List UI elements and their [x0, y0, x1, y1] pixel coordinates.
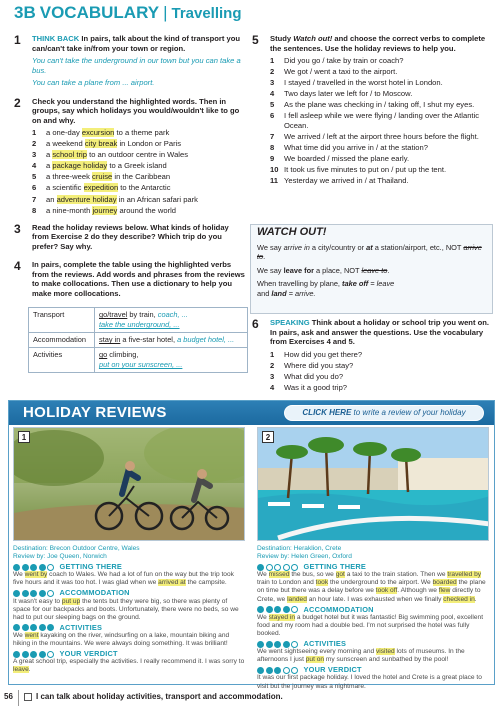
- exercise-instruction: Read the holiday reviews below. What kinds of holiday from Exercise 2 do they describe? Which trip do you prefer? Say why.: [32, 222, 229, 251]
- list-item: [270, 89, 495, 99]
- rating-dot-icon: [22, 624, 29, 631]
- list-item: [32, 183, 246, 193]
- collocation-example: coach, ...: [157, 310, 188, 320]
- rating-dot-icon: [266, 667, 273, 674]
- collocation-rest: climbing,: [107, 350, 139, 360]
- review-text: directly to Crete, we: [257, 587, 481, 603]
- exercise-number: 5: [252, 33, 259, 47]
- rating-dot-icon: [30, 651, 37, 658]
- rating-dot-icon: [283, 564, 290, 571]
- rating-dot-icon: [266, 564, 273, 571]
- click-here-label: CLICK HERE: [302, 408, 352, 417]
- rating-dot-icon: [274, 564, 281, 571]
- item-text: [46, 139, 181, 149]
- item-text-post: to an outdoor centre in Wales: [86, 150, 188, 160]
- highlighted-verb: leave: [13, 666, 29, 674]
- rating-dot-icon: [13, 651, 20, 658]
- exercise-instruction: Check you understand the highlighted words. Then in groups, say which holidays you would/wouldn't like to go on and why.: [32, 96, 240, 125]
- item-number: 1: [32, 128, 37, 137]
- right-column: [252, 34, 495, 194]
- item-text: [46, 150, 188, 160]
- footer-divider: [18, 690, 19, 706]
- item-text-post: to the Antarctic: [118, 183, 171, 193]
- item-number: 4: [32, 161, 37, 171]
- highlighted-word: school trip: [52, 150, 87, 160]
- watch-out-rule: We say leave for a place, NOT leave to.: [257, 265, 390, 275]
- highlighted-verb: checked in: [443, 595, 475, 603]
- item-text: I fell asleep while we were flying / landing over the Atlantic Ocean.: [284, 111, 480, 130]
- speaking-label: SPEAKING: [270, 318, 310, 327]
- list-item: [32, 139, 246, 149]
- collocation-rest: by train,: [127, 310, 158, 320]
- page-footer: [0, 690, 503, 706]
- exercise-number: 4: [14, 259, 21, 274]
- list-item: [270, 154, 495, 164]
- review-text: the campsite.: [185, 579, 227, 587]
- rating-dot-icon: [30, 624, 37, 631]
- review-text: We: [13, 571, 25, 579]
- review-text: It was our first package holiday. I loved the hotel and Crete is a great place to visit but the journey was a nightmare.: [257, 674, 482, 690]
- section-title: VOCABULARY: [39, 3, 160, 22]
- section-heading: YOUR VERDICT: [59, 649, 118, 659]
- review-text: a budget hotel but it was fantastic! Big swimming pool, excellent food and my room had a double bed. I'm not surprised the hotel was fully booked.: [257, 613, 484, 637]
- exercise-number: 2: [14, 95, 21, 110]
- watch-out-title: WATCH OUT!: [257, 226, 327, 238]
- rating-dot-icon: [47, 651, 54, 658]
- rating-dot-icon: [274, 641, 281, 648]
- rating-dot-icon: [266, 641, 273, 648]
- review-paragraph: [13, 658, 245, 674]
- table-row-label: Transport: [29, 308, 95, 333]
- item-number: 7: [32, 194, 37, 204]
- review-text: . Although we: [397, 587, 439, 595]
- exercise-instruction: In pairs, complete the table using the highlighted verbs from the reviews. Add words and phrases from the reviews to make collocations. Then use a dictionary to help you make more collocations.: [32, 260, 245, 298]
- item-text: [46, 206, 176, 216]
- rating-heading: [13, 563, 245, 571]
- rating-dot-icon: [39, 564, 46, 571]
- reviews-title: HOLIDAY REVIEWS: [23, 404, 167, 421]
- holiday-reviews-panel: [8, 400, 495, 690]
- highlighted-verb: missed: [268, 571, 290, 579]
- can-do-statement: I can talk about holiday activities, transport and accommodation.: [36, 692, 283, 701]
- item-number: 4: [270, 382, 275, 392]
- item-number: 10: [270, 165, 279, 175]
- rating-dot-icon: [39, 624, 46, 631]
- highlighted-verb: flew: [438, 587, 451, 595]
- highlighted-verb: arrived at: [158, 579, 186, 587]
- list-item: [32, 128, 246, 138]
- left-column: [14, 34, 246, 373]
- rating-dot-icon: [291, 667, 298, 674]
- rating-dot-icon: [39, 590, 46, 597]
- collocation-verb: go: [99, 350, 108, 360]
- item-text: Yesterday we arrived in / at Thailand.: [284, 176, 409, 186]
- item-text: I stayed / travelled in the worst hotel in London.: [284, 78, 443, 88]
- item-number: 2: [270, 360, 275, 370]
- write-review-button[interactable]: [284, 405, 484, 421]
- item-text-pre: a nine-month: [46, 205, 93, 215]
- list-item: [32, 206, 246, 216]
- item-text: [46, 128, 169, 138]
- rating-dot-icon: [291, 641, 298, 648]
- rating-heading: [13, 589, 245, 597]
- section-heading: ACTIVITIES: [303, 639, 347, 649]
- cyclists-photo-illustration: [14, 428, 245, 541]
- item-number: 2: [270, 67, 275, 77]
- rating-dot-icon: [13, 624, 20, 631]
- item-number: 4: [270, 89, 275, 99]
- review-author: Review by: Joe Queen, Norwich: [13, 553, 107, 561]
- rating-dot-icon: [13, 590, 20, 597]
- item-number: 11: [270, 176, 279, 186]
- exercise-4: [14, 260, 246, 301]
- item-number: 5: [32, 172, 37, 182]
- review-text: A great school trip, especially the activities. I really recommend it. I was sorry to: [13, 658, 245, 666]
- item-text-post: to a theme park: [114, 128, 170, 137]
- review-text: lots of museums. In the afternoons I just: [257, 648, 465, 664]
- item-number: 3: [270, 78, 275, 88]
- rating-dot-icon: [22, 590, 29, 597]
- review-text: the bus, so we: [289, 571, 336, 579]
- review-text: We: [257, 571, 269, 579]
- highlighted-verb: got: [335, 571, 345, 579]
- table-cell: [95, 308, 248, 333]
- item-text-post: in London or Paris: [117, 139, 182, 149]
- review-paragraph: [257, 571, 489, 603]
- exercise-number: 3: [14, 221, 21, 236]
- item-number: 3: [32, 150, 37, 160]
- table-row: [29, 348, 248, 373]
- item-text-pre: a: [46, 161, 53, 171]
- item-number: 1: [270, 56, 275, 65]
- highlighted-verb: took off: [375, 587, 398, 595]
- item-number: 7: [270, 132, 275, 142]
- list-item: [32, 161, 246, 171]
- table-cell: [95, 333, 248, 348]
- review-paragraph: [257, 648, 489, 664]
- exercise-instruction: and choose the correct verbs to complete the sentences. Use the holiday reviews to help you.: [270, 34, 486, 53]
- item-text: It took us five minutes to put on / put up the tent.: [284, 165, 447, 175]
- example-sentence: You can take a plane from ... airport.: [32, 78, 155, 87]
- item-text: We boarded / missed the plane early.: [284, 154, 410, 164]
- item-text-post: in an African safari park: [116, 194, 198, 204]
- review-text: a taxi to the train station. Then we: [344, 571, 448, 579]
- review-text: train to London and: [257, 579, 316, 587]
- highlighted-verb: went by: [24, 571, 48, 579]
- section-heading: ACCOMMODATION: [303, 604, 374, 614]
- exercise-2: [14, 97, 246, 217]
- review-text: the plane on time but there was a delay before we: [257, 579, 486, 595]
- rating-dot-icon: [39, 651, 46, 658]
- topic-title: Travelling: [171, 5, 242, 22]
- item-text: As the plane was checking in / taking off, I shut my eyes.: [284, 100, 475, 110]
- list-item: [270, 111, 495, 130]
- page-number: 56: [4, 692, 13, 701]
- page-header: [14, 3, 242, 27]
- exercise-3: [14, 223, 246, 255]
- rating-heading: [13, 650, 245, 658]
- item-text: How did you get there?: [284, 349, 363, 359]
- rating-dot-icon: [283, 606, 290, 613]
- item-text: Two days later we left for / to Moscow.: [284, 89, 413, 99]
- review-text: the underground to the airport. We: [328, 579, 433, 587]
- review-1-text: [13, 545, 245, 674]
- watch-out-rule: We say arrive in a city/country or at a station/airport, etc., NOT arrive to.: [257, 242, 482, 261]
- item-number: 8: [32, 205, 37, 215]
- item-text: [46, 195, 198, 205]
- list-item: [270, 176, 495, 186]
- rating-dot-icon: [47, 564, 54, 571]
- collocation-verb: stay in: [99, 335, 121, 345]
- watch-out-box: [250, 224, 493, 314]
- section-heading: ACCOMMODATION: [59, 588, 130, 598]
- list-item: [270, 67, 495, 77]
- item-text: What did you do?: [284, 371, 344, 381]
- item-text: [46, 172, 170, 182]
- collocation-rest: a five-star hotel,: [120, 335, 178, 345]
- rating-dot-icon: [283, 641, 290, 648]
- pool-photo-illustration: [258, 428, 489, 541]
- rating-dot-icon: [291, 606, 298, 613]
- rating-heading: [13, 624, 245, 632]
- item-text: [46, 183, 171, 193]
- reviews-title-bar: [9, 401, 494, 425]
- review-text: kayaking on the river, windsurfing on a lake, mountain biking and hiking in the mountains. We were always doing something. It was brilliant!: [13, 631, 230, 648]
- list-item: [270, 100, 495, 110]
- review-paragraph: [257, 614, 489, 638]
- section-heading: GETTING THERE: [303, 562, 367, 572]
- item-text-pre: a: [46, 150, 53, 160]
- list-item: [32, 150, 246, 160]
- review-photo-hotel-pool: [257, 427, 489, 541]
- list-item: [270, 383, 495, 393]
- rating-heading: [257, 640, 489, 648]
- rating-heading: [257, 606, 489, 614]
- exercise-instruction: Think about a holiday or school trip you went on. In pairs, ask and answer the questions. Use the vocabulary from Exercises 4 and 5.: [270, 318, 489, 346]
- list-item: [270, 132, 495, 142]
- review-text: We: [257, 613, 269, 621]
- item-number: 1: [270, 349, 275, 359]
- item-text-pre: an: [46, 194, 57, 204]
- exercise-6-column: [252, 318, 495, 400]
- instruction-lead: Study: [270, 34, 294, 43]
- rating-dot-icon: [257, 667, 264, 674]
- exercise-6: [252, 318, 495, 394]
- exercise-1: [14, 34, 246, 91]
- list-item: [270, 56, 495, 66]
- review-paragraph: [257, 674, 489, 690]
- rating-dot-icon: [47, 624, 54, 631]
- list-item: [270, 372, 495, 382]
- photo-number: 1: [18, 431, 30, 443]
- item-text-post: to a Greek island: [107, 161, 167, 171]
- highlighted-word: city break: [84, 139, 118, 149]
- highlighted-verb: went: [24, 631, 39, 639]
- rating-dot-icon: [291, 564, 298, 571]
- title-separator: |: [163, 3, 168, 22]
- watch-out-rule: When travelling by plane, take off = leave and land = arrive.: [257, 279, 395, 298]
- list-item: [270, 361, 495, 371]
- list-item: [270, 165, 495, 175]
- highlighted-verb: put up: [61, 597, 81, 605]
- item-text-post: in the Caribbean: [112, 172, 171, 182]
- highlighted-verb: travelled by: [447, 571, 482, 579]
- highlighted-verb: boarded: [432, 579, 457, 587]
- rating-dot-icon: [274, 606, 281, 613]
- item-number: 6: [270, 111, 275, 121]
- highlighted-verb: stayed in: [268, 613, 296, 621]
- rating-dot-icon: [47, 590, 54, 597]
- review-text: an hour late. I was exhausted when we finally: [306, 595, 444, 603]
- highlighted-verb: visited: [376, 648, 395, 656]
- list-item: [32, 172, 246, 182]
- review-paragraph: [13, 632, 245, 648]
- list-item: [270, 78, 495, 88]
- item-text: Did you go / take by train or coach?: [284, 56, 404, 65]
- review-text: We: [13, 631, 25, 639]
- section-heading: GETTING THERE: [59, 562, 123, 572]
- highlighted-word: excursion: [81, 128, 115, 137]
- item-number: 9: [270, 154, 275, 164]
- list-item: [270, 143, 495, 153]
- table-row: [29, 308, 248, 333]
- review-photo-cyclists: [13, 427, 245, 541]
- item-number: 8: [270, 143, 275, 153]
- review-text: We went sightseeing every morning and: [257, 648, 376, 656]
- rating-heading: [257, 563, 489, 571]
- highlighted-verb: landed: [287, 595, 307, 603]
- click-here-text: to write a review of your holiday: [351, 408, 466, 417]
- review-text: my sunscreen and sunbathed by the pool!: [324, 656, 449, 664]
- table-cell: [95, 348, 248, 373]
- think-back-label: THINK BACK: [32, 34, 80, 43]
- table-row-label: Accommodation: [29, 333, 95, 348]
- highlighted-verb: took: [315, 579, 329, 587]
- highlighted-word: adventure holiday: [56, 194, 117, 204]
- rating-dot-icon: [22, 564, 29, 571]
- item-text-pre: a three-week: [46, 172, 93, 182]
- item-text: [46, 161, 167, 171]
- sentence-list: [270, 56, 495, 186]
- rating-dot-icon: [257, 564, 264, 571]
- highlighted-verb: put on: [305, 656, 325, 664]
- section-heading: YOUR VERDICT: [303, 665, 362, 675]
- review-text: It wasn't easy to: [13, 597, 62, 605]
- rating-dot-icon: [13, 564, 20, 571]
- highlighted-word: expedition: [83, 183, 119, 193]
- exercise-5: [252, 34, 495, 188]
- review-text: coach to Wales. We had a lot of fun on the way but the trip took five hours and it was too hot. I was glad when we: [13, 571, 234, 587]
- item-text-pre: a weekend: [46, 139, 85, 149]
- item-text: Was it a good trip?: [284, 382, 348, 392]
- item-text: We arrived / left at the airport three hours before the flight.: [284, 132, 479, 142]
- can-do-checkbox[interactable]: [24, 693, 32, 701]
- rating-dot-icon: [22, 651, 29, 658]
- item-text-pre: a one-day: [46, 128, 82, 137]
- review-2-text: [257, 545, 489, 691]
- review-paragraph: [13, 571, 245, 587]
- exercise-instruction: In pairs, talk about the kind of transport you can/can't take in/from your town or region.: [32, 34, 240, 53]
- watch-out-ref: Watch out!: [293, 34, 333, 43]
- collocation-example: take the underground, ...: [99, 320, 180, 330]
- item-number: 5: [270, 100, 275, 110]
- collocation-example: put on your sunscreen, ...: [99, 360, 183, 370]
- highlighted-word: journey: [92, 205, 118, 215]
- rating-dot-icon: [266, 606, 273, 613]
- rating-dot-icon: [257, 641, 264, 648]
- rating-dot-icon: [30, 590, 37, 597]
- exercise-number: 1: [14, 33, 21, 47]
- item-number: 2: [32, 139, 37, 149]
- collocation-verb: go/travel: [99, 310, 128, 320]
- review-text: the tents but they were big, so there was plenty of space for our backpacks and boots. Unfortunately, there were no beds, so we had to put our sleeping bags on the ground.: [13, 597, 239, 621]
- item-number: 6: [32, 183, 37, 193]
- item-text: We got / went a taxi to the airport.: [284, 67, 398, 77]
- collocation-table: [28, 307, 248, 373]
- collocation-example: a budget hotel, ...: [177, 335, 235, 345]
- rating-dot-icon: [30, 564, 37, 571]
- rating-heading: [257, 666, 489, 674]
- highlighted-word: cruise: [92, 172, 113, 182]
- rating-dot-icon: [274, 667, 281, 674]
- review-text: .: [28, 666, 31, 674]
- holiday-list: [32, 128, 246, 215]
- example-sentence: You can't take the underground in our town but you can take a bus.: [32, 56, 241, 75]
- section-heading: ACTIVITIES: [59, 622, 103, 632]
- review-paragraph: [13, 598, 245, 622]
- review-destination: Destination: Brecon Outdoor Centre, Wales: [13, 545, 140, 552]
- review-author: Review by: Helen Green, Oxford: [257, 553, 352, 561]
- rating-dot-icon: [257, 606, 264, 613]
- question-list: [270, 350, 495, 393]
- item-text-post: around the world: [117, 205, 177, 215]
- item-text-pre: a scientific: [46, 183, 84, 193]
- exercise-number: 6: [252, 317, 259, 331]
- list-item: [270, 350, 495, 360]
- list-item: [32, 195, 246, 205]
- item-number: 3: [270, 371, 275, 381]
- review-destination: Destination: Heraklion, Crete: [257, 545, 342, 552]
- unit-number: 3B: [14, 3, 36, 22]
- review-text: .: [474, 595, 477, 603]
- item-text: Where did you stay?: [284, 360, 354, 370]
- photo-number: 2: [262, 431, 274, 443]
- item-text: What time did you arrive in / at the station?: [284, 143, 428, 153]
- rating-dot-icon: [283, 667, 290, 674]
- highlighted-word: package holiday: [52, 161, 108, 171]
- table-row-label: Activities: [29, 348, 95, 373]
- table-row: [29, 333, 248, 348]
